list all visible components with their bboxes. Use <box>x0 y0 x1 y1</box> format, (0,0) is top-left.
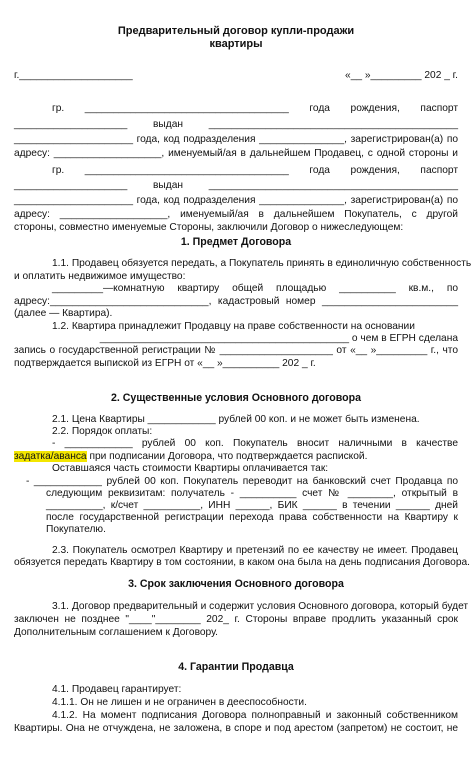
s3-line-3: Дополнительным соглашением к Договору. <box>14 627 218 638</box>
seller-line-4: адресу: ___________________, именуемый/ая в дальнейшем Продавец, с одной стороны и <box>14 148 458 159</box>
s4-line-4: Квартиры. Она не отчуждена, не заложена, в споре и под арестом (запретом) не состоит, не <box>14 723 458 734</box>
s2-line-1: 2.1. Цена Квартиры ____________ рублей 00 коп. и не может быть изменена. <box>52 414 420 425</box>
s1-line-5: (далее — Квартира). <box>14 308 113 319</box>
s2-line-8: __________, к/счет __________, ИНН ______, БИК ______ в течении ______ дней <box>46 500 458 511</box>
document-title-line2: квартиры <box>209 38 263 50</box>
buyer-line-2: ____________________ выдан ____________________________________________ <box>14 180 458 191</box>
s1-line-6: 1.2. Квартира принадлежит Продавцу на праве собственности на основании <box>52 321 415 332</box>
s2-line-3: - ____________ рублей 00 коп. Покупатель вносит наличными в качестве <box>52 438 458 449</box>
s1-line-4: адресу:____________________________, кадастровый номер ________________________ <box>14 296 458 307</box>
s2-line-10: Покупателю. <box>46 524 106 535</box>
buyer-line-5: стороны, совместно именуемые Стороны, заключили Договор о нижеследующем: <box>14 222 404 233</box>
s2-line-9: после государственной регистрации перехода права собственности на Квартиру к <box>46 512 458 523</box>
s2-line-6: - ____________ рублей 00 коп. Покупатель переводит на банковский счет Продавца по <box>26 476 458 487</box>
document-title: Предварительный договор купли-продажи <box>117 25 355 37</box>
s1-line-3: _________—комнатную квартиру общей площадью __________ кв.м., по <box>52 283 458 294</box>
s2-3-line-2: обязуется передать Квартиру в том состоянии, в каком она была на день подписания Договора. <box>14 557 471 568</box>
s2-line-4 <box>14 451 458 463</box>
s4-line-1: 4.1. Продавец гарантирует: <box>52 684 182 695</box>
section-4-title: 4. Гарантии Продавца <box>178 661 294 673</box>
contract-date: «__ »_________ 202 _ г. <box>345 70 458 81</box>
s1-line-9: подтверждается выпиской из ЕГРН от «__ »__________ 202 _ г. <box>14 358 316 369</box>
s1-line-7: ____________________________________________ о чем в ЕГРН сделана <box>99 333 458 344</box>
s2-line-7: следующим реквизитам: получатель - __________ счет № ________, открытый в <box>46 488 458 499</box>
buyer-line-3: _____________________ года, код подразделения _______________, зарегистрирован(а) по <box>14 195 458 206</box>
section-3-title: 3. Срок заключения Основного договора <box>128 578 344 590</box>
highlighted-term: задатка/аванса <box>14 451 87 462</box>
s3-line-1: 3.1. Договор предварительный и содержит условия Основного договора, который будет <box>52 601 469 612</box>
s2-line-4-rest: при подписании Договора, что подтверждается распиской. <box>89 451 368 462</box>
s4-line-2: 4.1.1. Он не лишен и не ограничен в дееспособности. <box>52 697 307 708</box>
seller-line-3: _____________________ года, код подразделения _______________, зарегистрирован(а) по <box>14 134 458 145</box>
buyer-line-1: гр. ____________________________________ года рождения, паспорт <box>52 165 458 176</box>
seller-line-1: гр. ____________________________________ года рождения, паспорт <box>52 103 458 114</box>
section-1-title: 1. Предмет Договора <box>180 236 292 248</box>
section-2-title: 2. Существенные условия Основного договора <box>111 392 361 404</box>
s1-line-2: и оплатить недвижимое имущество: <box>14 271 186 282</box>
s4-line-3: 4.1.2. На момент подписания Договора полноправный и законный собственником <box>52 710 458 721</box>
seller-line-2: ____________________ выдан ____________________________________________ <box>14 119 458 130</box>
buyer-line-4: адресу: ___________________, именуемый/ая в дальнейшем Покупатель, с другой <box>14 209 458 220</box>
s1-line-8: запись о государственной регистрации № ____________________ от «__ »_________ г., что <box>14 345 458 356</box>
s1-line-1: 1.1. Продавец обязуется передать, а Покупатель принять в единоличную собственность <box>52 258 472 269</box>
s3-line-2: заключен не позднее "____"________ 202_ г. Стороны вправе продлить указанный срок <box>14 614 458 625</box>
contract-place: г.____________________ <box>14 70 133 81</box>
s2-line-2: 2.2. Порядок оплаты: <box>52 426 153 437</box>
s2-line-5: Оставшаяся часть стоимости Квартиры оплачивается так: <box>52 463 329 474</box>
s2-3-line-1: 2.3. Покупатель осмотрел Квартиру и претензий по ее качеству не имеет. Продавец <box>52 545 458 556</box>
